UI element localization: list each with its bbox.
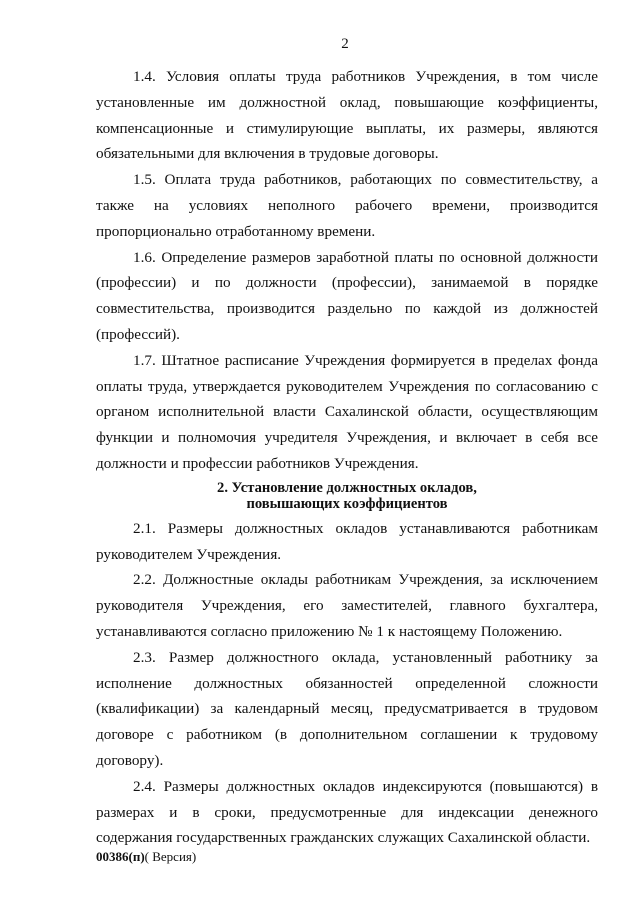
paragraph-2-3: 2.3. Размер должностного оклада, установленный работнику за исполнение должностных обязанностей определенной сложности (квалификации) за календарный месяц, предусматривается в трудовом договоре с работником (в дополнительном соглашении к трудовому договору). bbox=[96, 648, 598, 769]
document-version: ( Версия) bbox=[144, 849, 197, 864]
document-footer bbox=[96, 849, 196, 865]
document-body bbox=[96, 64, 598, 851]
paragraph-1-4: 1.4. Условия оплаты труда работников Учреждения, в том числе установленные им должностной оклад, повышающие коэффициенты, компенсационные и стимулирующие выплаты, их размеры, являются обязательными для включения в трудовые договоры. bbox=[96, 68, 598, 163]
paragraph-2-1: 2.1. Размеры должностных окладов устанавливаются работникам руководителем Учреждения. bbox=[96, 519, 598, 563]
paragraph-1-5: 1.5. Оплата труда работников, работающих по совместительству, а также на условиях неполного рабочего времени, производится пропорционально отработанному времени. bbox=[96, 171, 598, 240]
section-2-heading bbox=[96, 480, 598, 513]
document-code: 00386(п) bbox=[96, 849, 145, 864]
paragraph-1-7: 1.7. Штатное расписание Учреждения формируется в пределах фонда оплаты труда, утверждается руководителем Учреждения по согласованию с органом исполнительной власти Сахалинской области, осуществляющим функции и полномочия учредителя Учреждения, и включает в себя все должности и профессии работников Учреждения. bbox=[96, 351, 598, 472]
paragraph-2-4: 2.4. Размеры должностных окладов индексируются (повышаются) в размерах и в сроки, предусмотренные для индексации денежного содержания государственных гражданских служащих Сахалинской области. bbox=[96, 777, 598, 847]
paragraph-1-6: 1.6. Определение размеров заработной платы по основной должности (профессии) и по должности (профессии), занимаемой в порядке совместительства, производится раздельно по каждой из должностей (профессий). bbox=[96, 248, 598, 343]
paragraph-2-2: 2.2. Должностные оклады работникам Учреждения, за исключением руководителя Учреждения, его заместителей, главного бухгалтера, устанавливаются согласно приложению № 1 к настоящему Положению. bbox=[96, 571, 598, 640]
page-number: 2 bbox=[341, 36, 349, 52]
section-heading-line-1: 2. Установление должностных окладов, bbox=[217, 479, 477, 496]
section-heading-line-2: повышающих коэффициентов bbox=[246, 496, 448, 513]
